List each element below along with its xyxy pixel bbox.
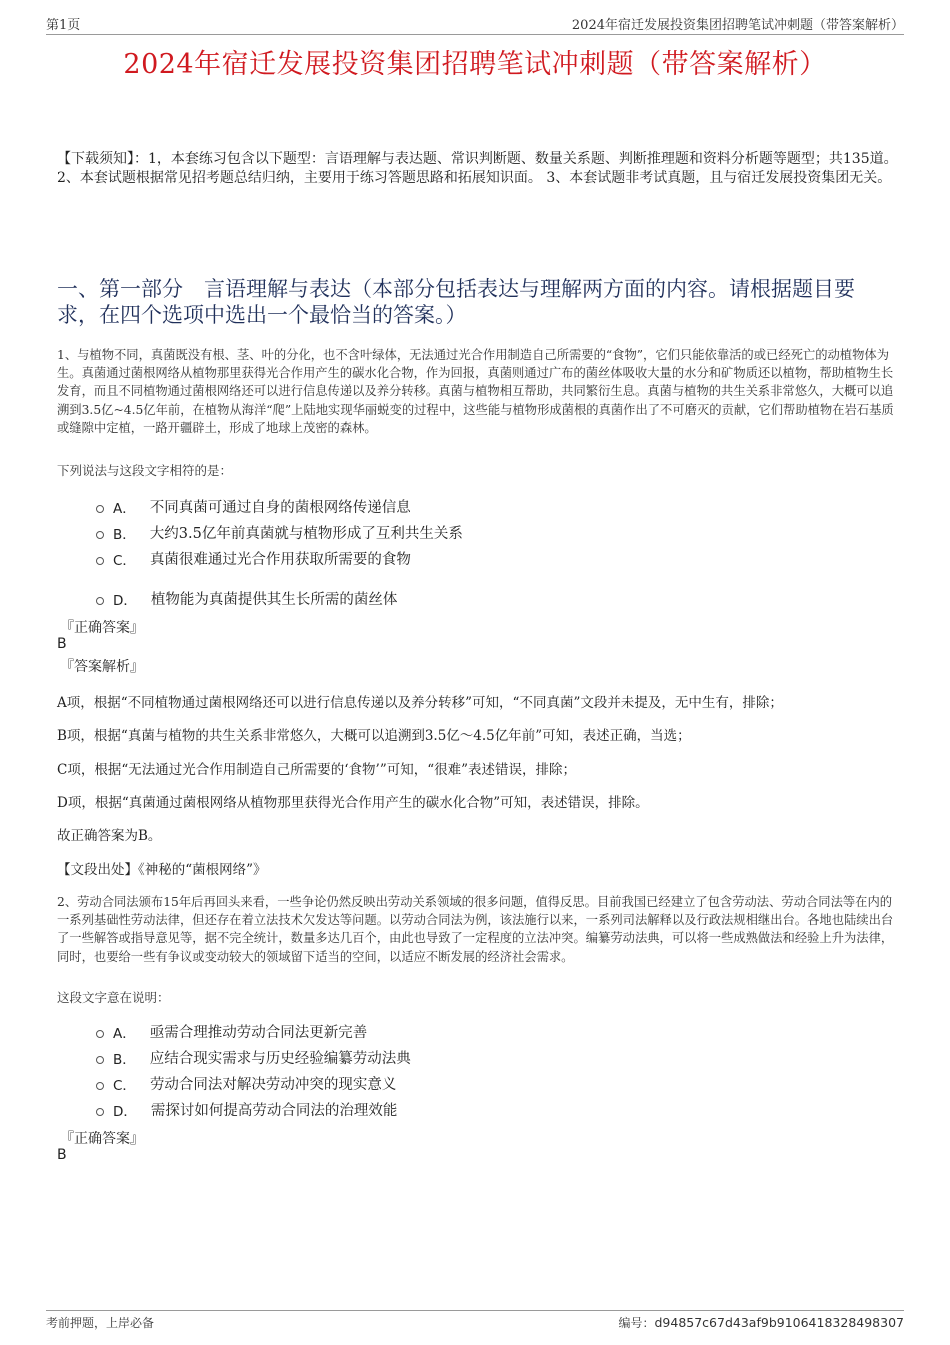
question-2-prompt: 这段文字意在说明： — [57, 990, 170, 1005]
radio-icon[interactable] — [96, 531, 104, 539]
analysis-line-c: C项，根据“无法通过光合作用制造自己所需要的‘食物’”可知，“很难”表述错误，排除； — [57, 762, 577, 778]
option-text: 需探讨如何提高劳动合同法的治理效能 — [150, 1103, 398, 1119]
footer-code-value: d94857c67d43af9b9106418328498307 — [654, 1315, 904, 1330]
footer-slogan: 考前押题，上岸必备 — [46, 1316, 155, 1330]
option-letter: B． — [113, 526, 136, 543]
analysis-line-a: A项，根据“不同植物通过菌根网络还可以进行信息传递以及养分转移”可知，“不同真菌”文段并未提及，无中生有，排除； — [57, 695, 783, 711]
option-text: 应结合现实需求与历史经验编纂劳动法典 — [149, 1051, 411, 1067]
option-letter: B． — [113, 1051, 136, 1068]
radio-icon[interactable] — [96, 1056, 104, 1064]
option-text: 大约3.5亿年前真菌就与植物形成了互利共生关系 — [149, 526, 463, 542]
question-2-answer: B — [57, 1147, 67, 1163]
question-1-source: 【文段出处】《神秘的“菌根网络”》 — [57, 862, 267, 878]
section-heading: 一、第一部分 言语理解与表达（本部分包括表达与理解两方面的内容。请根据题目要求，在四个选项中选出一个最恰当的答案。） — [57, 277, 855, 327]
document-title: 2024年宿迁发展投资集团招聘笔试冲刺题（带答案解析） — [123, 49, 827, 80]
question-2-option-d[interactable] — [96, 1099, 397, 1120]
analysis-conclusion: 故正确答案为B。 — [57, 828, 162, 844]
option-letter: C． — [113, 552, 136, 569]
question-1-text: 1、与植物不同，真菌既没有根、茎、叶的分化，也不含叶绿体，无法通过光合作用制造自己所需要的“食物”，它们只能依靠活的或已经死亡的动植物体为生。真菌通过菌根网络从植物那里获得光合作用产生的碳水化合物，作为回报，真菌则通过广布的菌丝体吸收大量的水分和矿物质还以植物，帮助植物生长发育，而且不同植物通过菌根网络还可以进行信息传递以及养分转移。真菌与植物相互帮助，共同繁衍生息。真菌与植物的共生关系非常悠久，大概可以追溯到3.5亿~4.5亿年前，在植物从海洋“爬”上陆地实现华丽蜕变的过程中，这些能与植物形成菌根的真菌作出了不可磨灭的贡献，它们帮助植物在岩石基质或缝隙中定植，一路开疆辟土，形成了地球上茂密的森林。 — [57, 348, 894, 435]
question-1-analysis-label: 『答案解析』 — [60, 659, 144, 675]
question-1-option-d[interactable] — [96, 588, 397, 609]
radio-icon[interactable] — [96, 557, 104, 565]
option-text: 真菌很难通过光合作用获取所需要的食物 — [149, 552, 411, 568]
question-1-answer: B — [57, 636, 67, 652]
question-2-option-a[interactable] — [96, 1021, 367, 1042]
radio-icon[interactable] — [96, 1030, 104, 1038]
analysis-line-d: D项，根据“真菌通过菌根网络从植物那里获得光合作用产生的碳水化合物”可知，表述错误，排除。 — [57, 795, 649, 811]
option-letter: D． — [113, 592, 137, 609]
question-2-option-b[interactable] — [96, 1047, 411, 1068]
page-number: 第1页 — [46, 18, 81, 33]
option-letter: A． — [113, 500, 136, 517]
footer-code — [618, 1314, 904, 1331]
question-1-option-b[interactable] — [96, 522, 463, 543]
option-text: 亟需合理推动劳动合同法更新完善 — [149, 1025, 368, 1041]
radio-icon[interactable] — [96, 1082, 104, 1090]
radio-icon[interactable] — [96, 1108, 104, 1116]
option-text: 劳动合同法对解决劳动冲突的现实意义 — [149, 1077, 397, 1093]
question-1-answer-label: 『正确答案』 — [60, 620, 144, 636]
question-2-option-c[interactable] — [96, 1073, 396, 1094]
question-2-answer-label: 『正确答案』 — [60, 1131, 144, 1147]
page-header — [46, 14, 904, 35]
footer-code-label: 编号： — [618, 1316, 655, 1330]
question-1-prompt: 下列说法与这段文字相符的是： — [57, 463, 233, 478]
option-letter: A． — [113, 1025, 136, 1042]
page-footer — [46, 1310, 904, 1331]
download-notice: 【下载须知】：1，本套练习包含以下题型：言语理解与表达题、常识判断题、数量关系题、判断推理题和资料分析题等题型；共135道。 2、本套试题根据常见招考题总结归纳，主要用于练习答题思路和拓展知识面。 3、本套试题非考试真题，且与宿迁发展投资集团无关。 — [57, 151, 898, 186]
radio-icon[interactable] — [96, 597, 104, 605]
question-2-text: 2、劳动合同法颁布15年后再回头来看，一些争论仍然反映出劳动关系领域的很多问题，值得反思。目前我国已经建立了包含劳动法、劳动合同法等在内的一系列基础性劳动法律，但还存在着立法技术欠发达等问题。以劳动合同法为例，该法施行以来，一系列司法解释以及行政法规相继出台。各地也陆续出台了一些解答或指导意见等，据不完全统计，数量多达几百个，由此也导致了一定程度的立法冲突。编纂劳动法典，可以将一些成熟做法和经验上升为法律，同时，也要给一些有争议或变动较大的领域留下适当的空间，以适应不断发展的经济社会需求。 — [57, 895, 894, 964]
option-letter: D． — [113, 1103, 137, 1120]
running-title: 2024年宿迁发展投资集团招聘笔试冲刺题（带答案解析） — [571, 18, 904, 33]
question-1-option-c[interactable] — [96, 548, 411, 569]
radio-icon[interactable] — [96, 505, 104, 513]
option-text: 不同真菌可通过自身的菌根网络传递信息 — [149, 500, 411, 516]
analysis-line-b: B项，根据“真菌与植物的共生关系非常悠久，大概可以追溯到3.5亿～4.5亿年前”可知，表述正确，当选； — [57, 728, 691, 744]
question-1-option-a[interactable] — [96, 496, 411, 517]
option-text: 植物能为真菌提供其生长所需的菌丝体 — [150, 592, 398, 608]
option-letter: C． — [113, 1077, 136, 1094]
